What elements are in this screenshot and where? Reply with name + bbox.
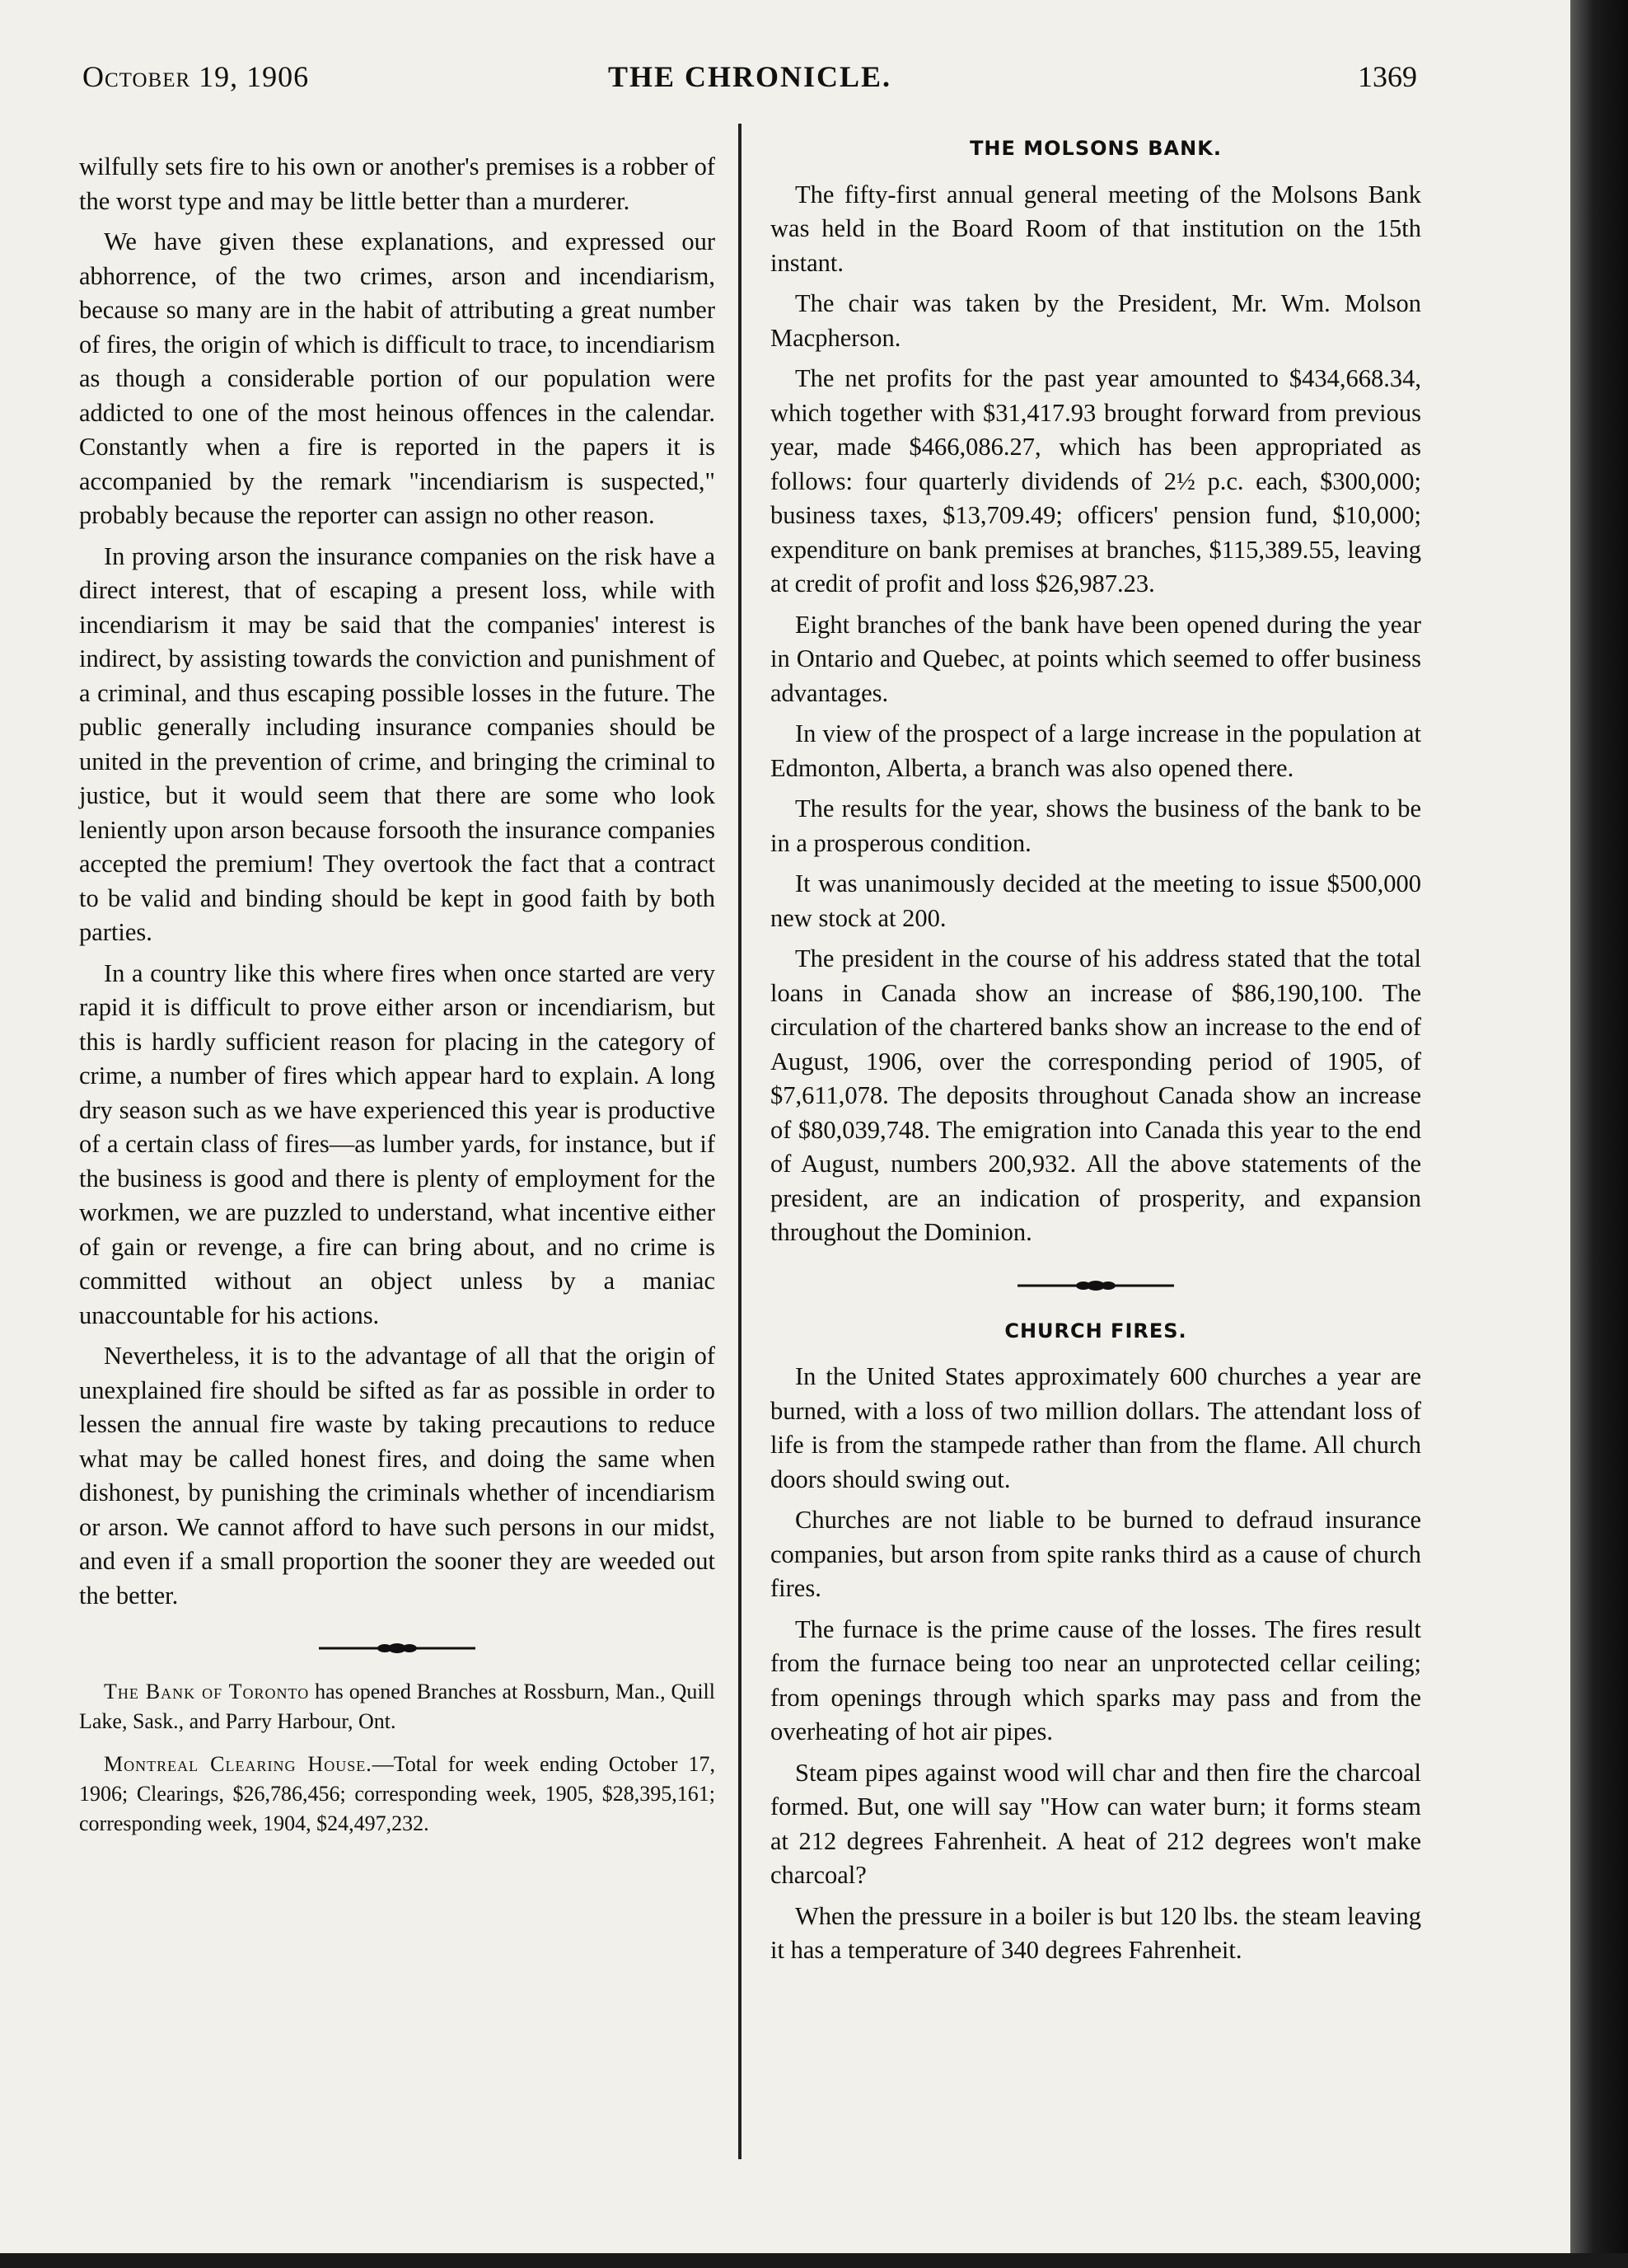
section-ornament [770, 1280, 1421, 1291]
page-number: 1369 [1358, 60, 1417, 93]
ornament-rule-icon [319, 1642, 475, 1654]
right-column [770, 132, 1421, 1968]
article-paragraph: The chair was taken by the President, Mr. Wm. Molson Macpherson. [770, 289, 1421, 352]
article-paragraph: Eight branches of the bank have been opened during the year in Ontario and Quebec, at points which seemed to offer business advantages. [770, 610, 1421, 707]
book-binding-edge [1570, 0, 1628, 2268]
article-paragraph: The fifty-first annual general meeting of the Molsons Bank was held in the Board Room of that institution on the 15th instant. [770, 180, 1421, 277]
notice-text: —Total for week ending October 17, 1906; Clearings, $26,786,456; corresponding week, 1905, $28,395,161; corresponding week, 1904, $24,497,232. [79, 1752, 715, 1835]
article-paragraph: In the United States approximately 600 churches a year are burned, with a loss of two million dollars. The attendant loss of life is from the stampede rather than from the flame. All church doors should swing out. [770, 1362, 1421, 1493]
notice-lead: The Bank of Toronto [104, 1680, 310, 1703]
page-bottom-edge [0, 2253, 1628, 2268]
article-paragraph: We have given these explanations, and expressed our abhorrence, of the two crimes, arson and incendiarism, because so many are in the habit of attributing a great number of fires, the origin of which is difficult to trace, to incendiarism as though a considerable portion of our population were addicted to one of the most heinous offences in the calendar. Constantly when a fire is reported in the papers it is accompanied by the remark "incendiarism is suspected," probably because the reporter can assign no other reason. [79, 227, 715, 529]
article-paragraph: The results for the year, shows the business of the bank to be in a prosperous condition. [770, 794, 1421, 857]
article-paragraph: When the pressure in a boiler is but 120 lbs. the steam leaving it has a temperature of 340 degrees Fahrenheit. [770, 1901, 1421, 1964]
issue-date: October 19, 1906 [82, 60, 310, 93]
publication-title: THE CHRONICLE. [607, 60, 892, 93]
page-header [82, 59, 1417, 101]
article-paragraph: Nevertheless, it is to the advantage of all that the origin of unexplained fire should be sifted as far as possible in order to lessen the annual fire waste by taking precautions to reduce what may be called honest fires, and doing the same when dishonest, by punishing the criminals whether of incendiarism or arson. We cannot afford to have such persons in our midst, and even if a small proportion the sooner they are weeded out the better. [79, 1342, 715, 1610]
left-column [79, 150, 715, 1839]
article-paragraph: The furnace is the prime cause of the losses. The fires result from the furnace being too near an unprotected cellar ceiling; from openings through which sparks may pass and from the overheating of hot air pipes. [770, 1614, 1421, 1746]
column-divider [738, 124, 741, 2159]
section-ornament [79, 1642, 715, 1654]
church-fires-heading: CHURCH FIRES. [1004, 1319, 1187, 1343]
article-paragraph: Steam pipes against wood will char and then fire the charcoal formed. But, one will say "How can water burn; it forms steam at 212 degrees Fahrenheit. A heat of 212 degrees won't make charcoal? [770, 1758, 1421, 1889]
article-paragraph: Churches are not liable to be burned to defraud insurance companies, but arson from spite ranks third as a cause of church fires. [770, 1506, 1421, 1602]
article-paragraph: It was unanimously decided at the meeting to issue $500,000 new stock at 200. [770, 869, 1421, 932]
article-paragraph: The president in the course of his address stated that the total loans in Canada show an increase of $86,190,100. The circulation of the chartered banks show an increase to the end of August, 1906, over the corresponding period of 1905, of $7,611,078. The deposits throughout Canada show an increase of $80,039,748. The emigration into Canada this year to the end of August, numbers 200,932. All the above statements of the president, are an indication of prosperity, and expansion throughout the Dominion. [770, 944, 1421, 1246]
article-paragraph: In a country like this where fires when once started are very rapid it is difficult to prove either arson or incendiarism, but this is hardly sufficient reason for placing in the category of crime, a number of fires which appear hard to explain. A long dry season such as we have experienced this year is productive of a certain class of fires—as lumber yards, for instance, but if the business is good and there is plenty of employment for the workmen, we are puzzled to understand, what incentive either of gain or revenge, a fire can bring about, and no crime is committed without an object unless by a maniac unaccountable for his actions. [79, 958, 715, 1329]
bank-of-toronto-notice [79, 1677, 715, 1736]
molsons-heading: THE MOLSONS BANK. [970, 137, 1222, 160]
article-paragraph: In proving arson the insurance companies on the risk have a direct interest, that of escaping a present loss, while with incendiarism it may be said that the companies' interest is indirect, by assisting towards the conviction and punishment of a criminal, and thus escaping possible losses in the future. The public generally including insurance companies should be united in the prevention of crime, and bringing the criminal to justice, but it would seem that there are some who look leniently upon arson because forsooth the insurance companies accepted the premium! They overtook the fact that a contract to be valid and binding should be kept in good faith by both parties. [79, 541, 715, 946]
notice-lead: Montreal Clearing House. [104, 1752, 372, 1776]
article-paragraph: wilfully sets fire to his own or another's premises is a robber of the worst type and may be little better than a murderer. [79, 152, 715, 215]
ornament-rule-icon [1017, 1280, 1174, 1291]
clearing-house-notice [79, 1750, 715, 1839]
article-paragraph: The net profits for the past year amounted to $434,668.34, which together with $31,417.93 brought forward from previous year, made $466,086.27, which has been appropriated as follows: four quarterly dividends of 2½ p.c. each, $300,000; business taxes, $13,709.49; officers' pension fund, $10,000; expenditure on bank premises at branches, $115,389.55, leaving at credit of profit and loss $26,987.23. [770, 364, 1421, 597]
article-paragraph: In view of the prospect of a large increase in the population at Edmonton, Alberta, a branch was also opened there. [770, 719, 1421, 782]
notice-text: has opened Branches at Rossburn, Man., Quill Lake, Sask., and Parry Harbour, Ont. [79, 1680, 715, 1733]
